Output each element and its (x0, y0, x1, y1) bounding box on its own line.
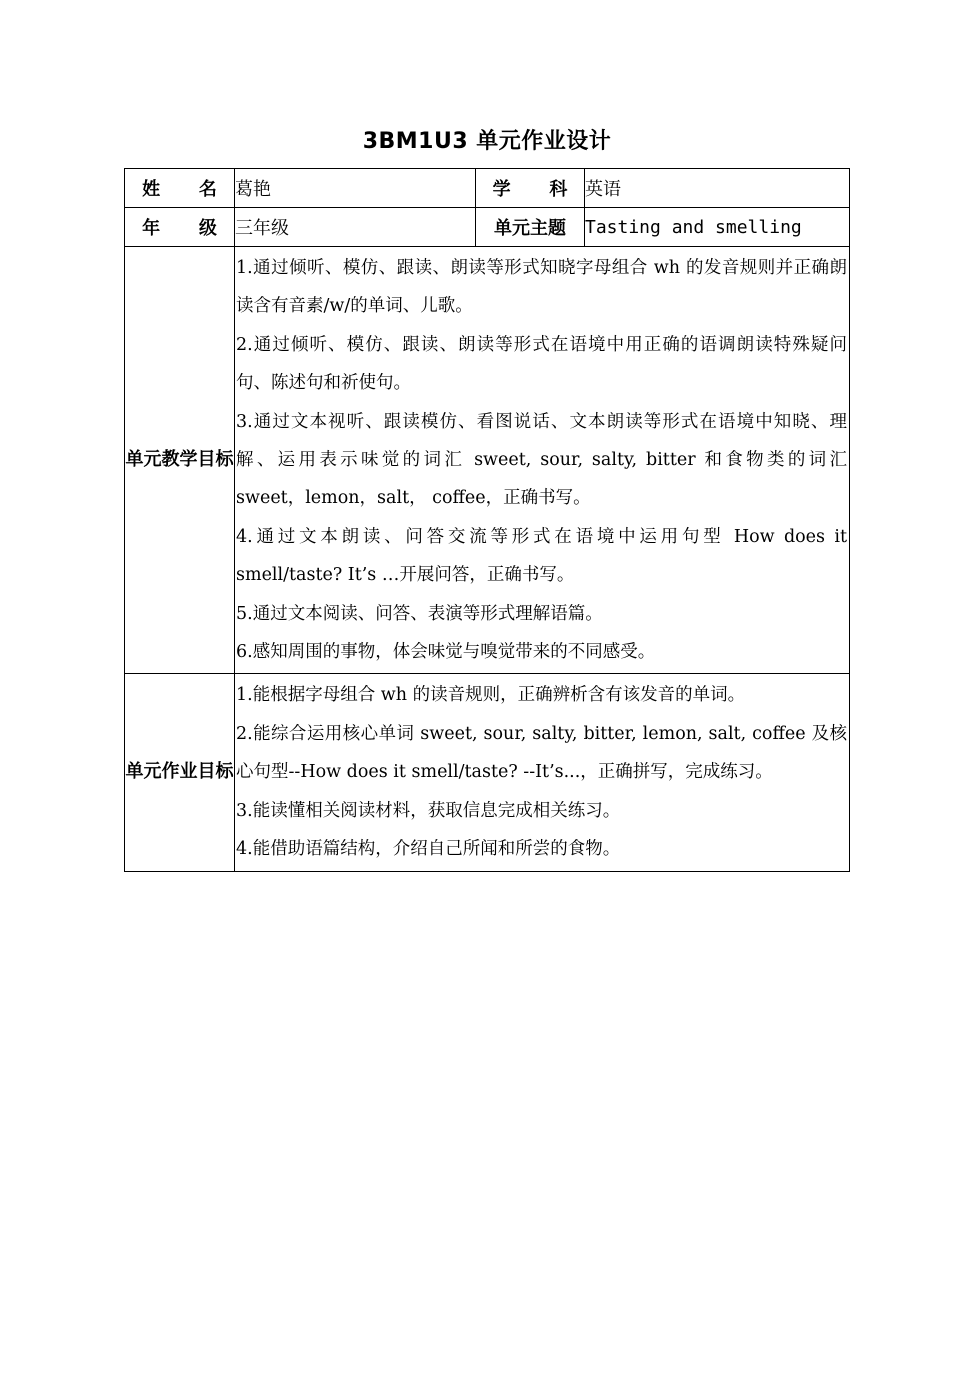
design-table (124, 168, 850, 872)
theme-label: 单元主题 (476, 208, 585, 247)
teaching-goal-item: 6.感知周围的事物，体会味觉与嗅觉带来的不同感受。 (236, 642, 656, 663)
theme-value: Tasting and smelling (585, 208, 850, 247)
grade-value: 三年级 (235, 208, 476, 247)
teaching-goal-item: 5.通过文本阅读、问答、表演等形式理解语篇。 (236, 603, 603, 624)
homework-goal-item: 3.能读懂相关阅读材料，获取信息完成相关练习。 (236, 800, 621, 821)
teaching-goals-label: 单元教学目标 (125, 247, 235, 674)
teaching-goal-item: 4.通过文本朗读、问答交流等形式在语境中运用句型 How does it smell/taste? It’s …开展问答，正确书写。 (236, 526, 847, 586)
teaching-goal-item: 1.通过倾听、模仿、跟读、朗读等形式知晓字母组合 wh 的发音规则并正确朗读含有音素/w/的单词、儿歌。 (236, 258, 847, 317)
teaching-goals-list (235, 247, 850, 674)
homework-goals-list (235, 674, 850, 871)
table-row-name (125, 169, 850, 208)
homework-goal-item: 1.能根据字母组合 wh 的读音规则，正确辨析含有该发音的单词。 (236, 685, 746, 706)
homework-goals-label: 单元作业目标 (125, 674, 235, 871)
homework-goal-item: 4.能借助语篇结构，介绍自己所闻和所尝的食物。 (236, 839, 621, 860)
table-row-homework-goals (125, 674, 850, 871)
subject-label: 学 科 (476, 169, 585, 208)
teaching-goal-item: 2.通过倾听、模仿、跟读、朗读等形式在语境中用正确的语调朗读特殊疑问句、陈述句和祈使句。 (236, 334, 847, 394)
name-label: 姓 名 (125, 169, 235, 208)
homework-goal-item: 2.能综合运用核心单词 sweet, sour, salty, bitter, lemon, salt, coffee 及核心句型--How does it smell/taste? --It’s...，正确拼写，完成练习。 (236, 723, 847, 783)
grade-label: 年 级 (125, 208, 235, 247)
page-title: 3BM1U3 单元作业设计 (362, 129, 612, 154)
table-row-grade (125, 208, 850, 247)
subject-value: 英语 (585, 169, 850, 208)
table-row-teaching-goals (125, 247, 850, 674)
teaching-goal-item: 3.通过文本视听、跟读模仿、看图说话、文本朗读等形式在语境中知晓、理解、运用表示味觉的词汇 sweet, sour, salty, bitter 和食物类的词汇 sweet，lemon，salt， coffee，正确书写。 (236, 411, 847, 509)
name-value: 葛艳 (235, 169, 476, 208)
